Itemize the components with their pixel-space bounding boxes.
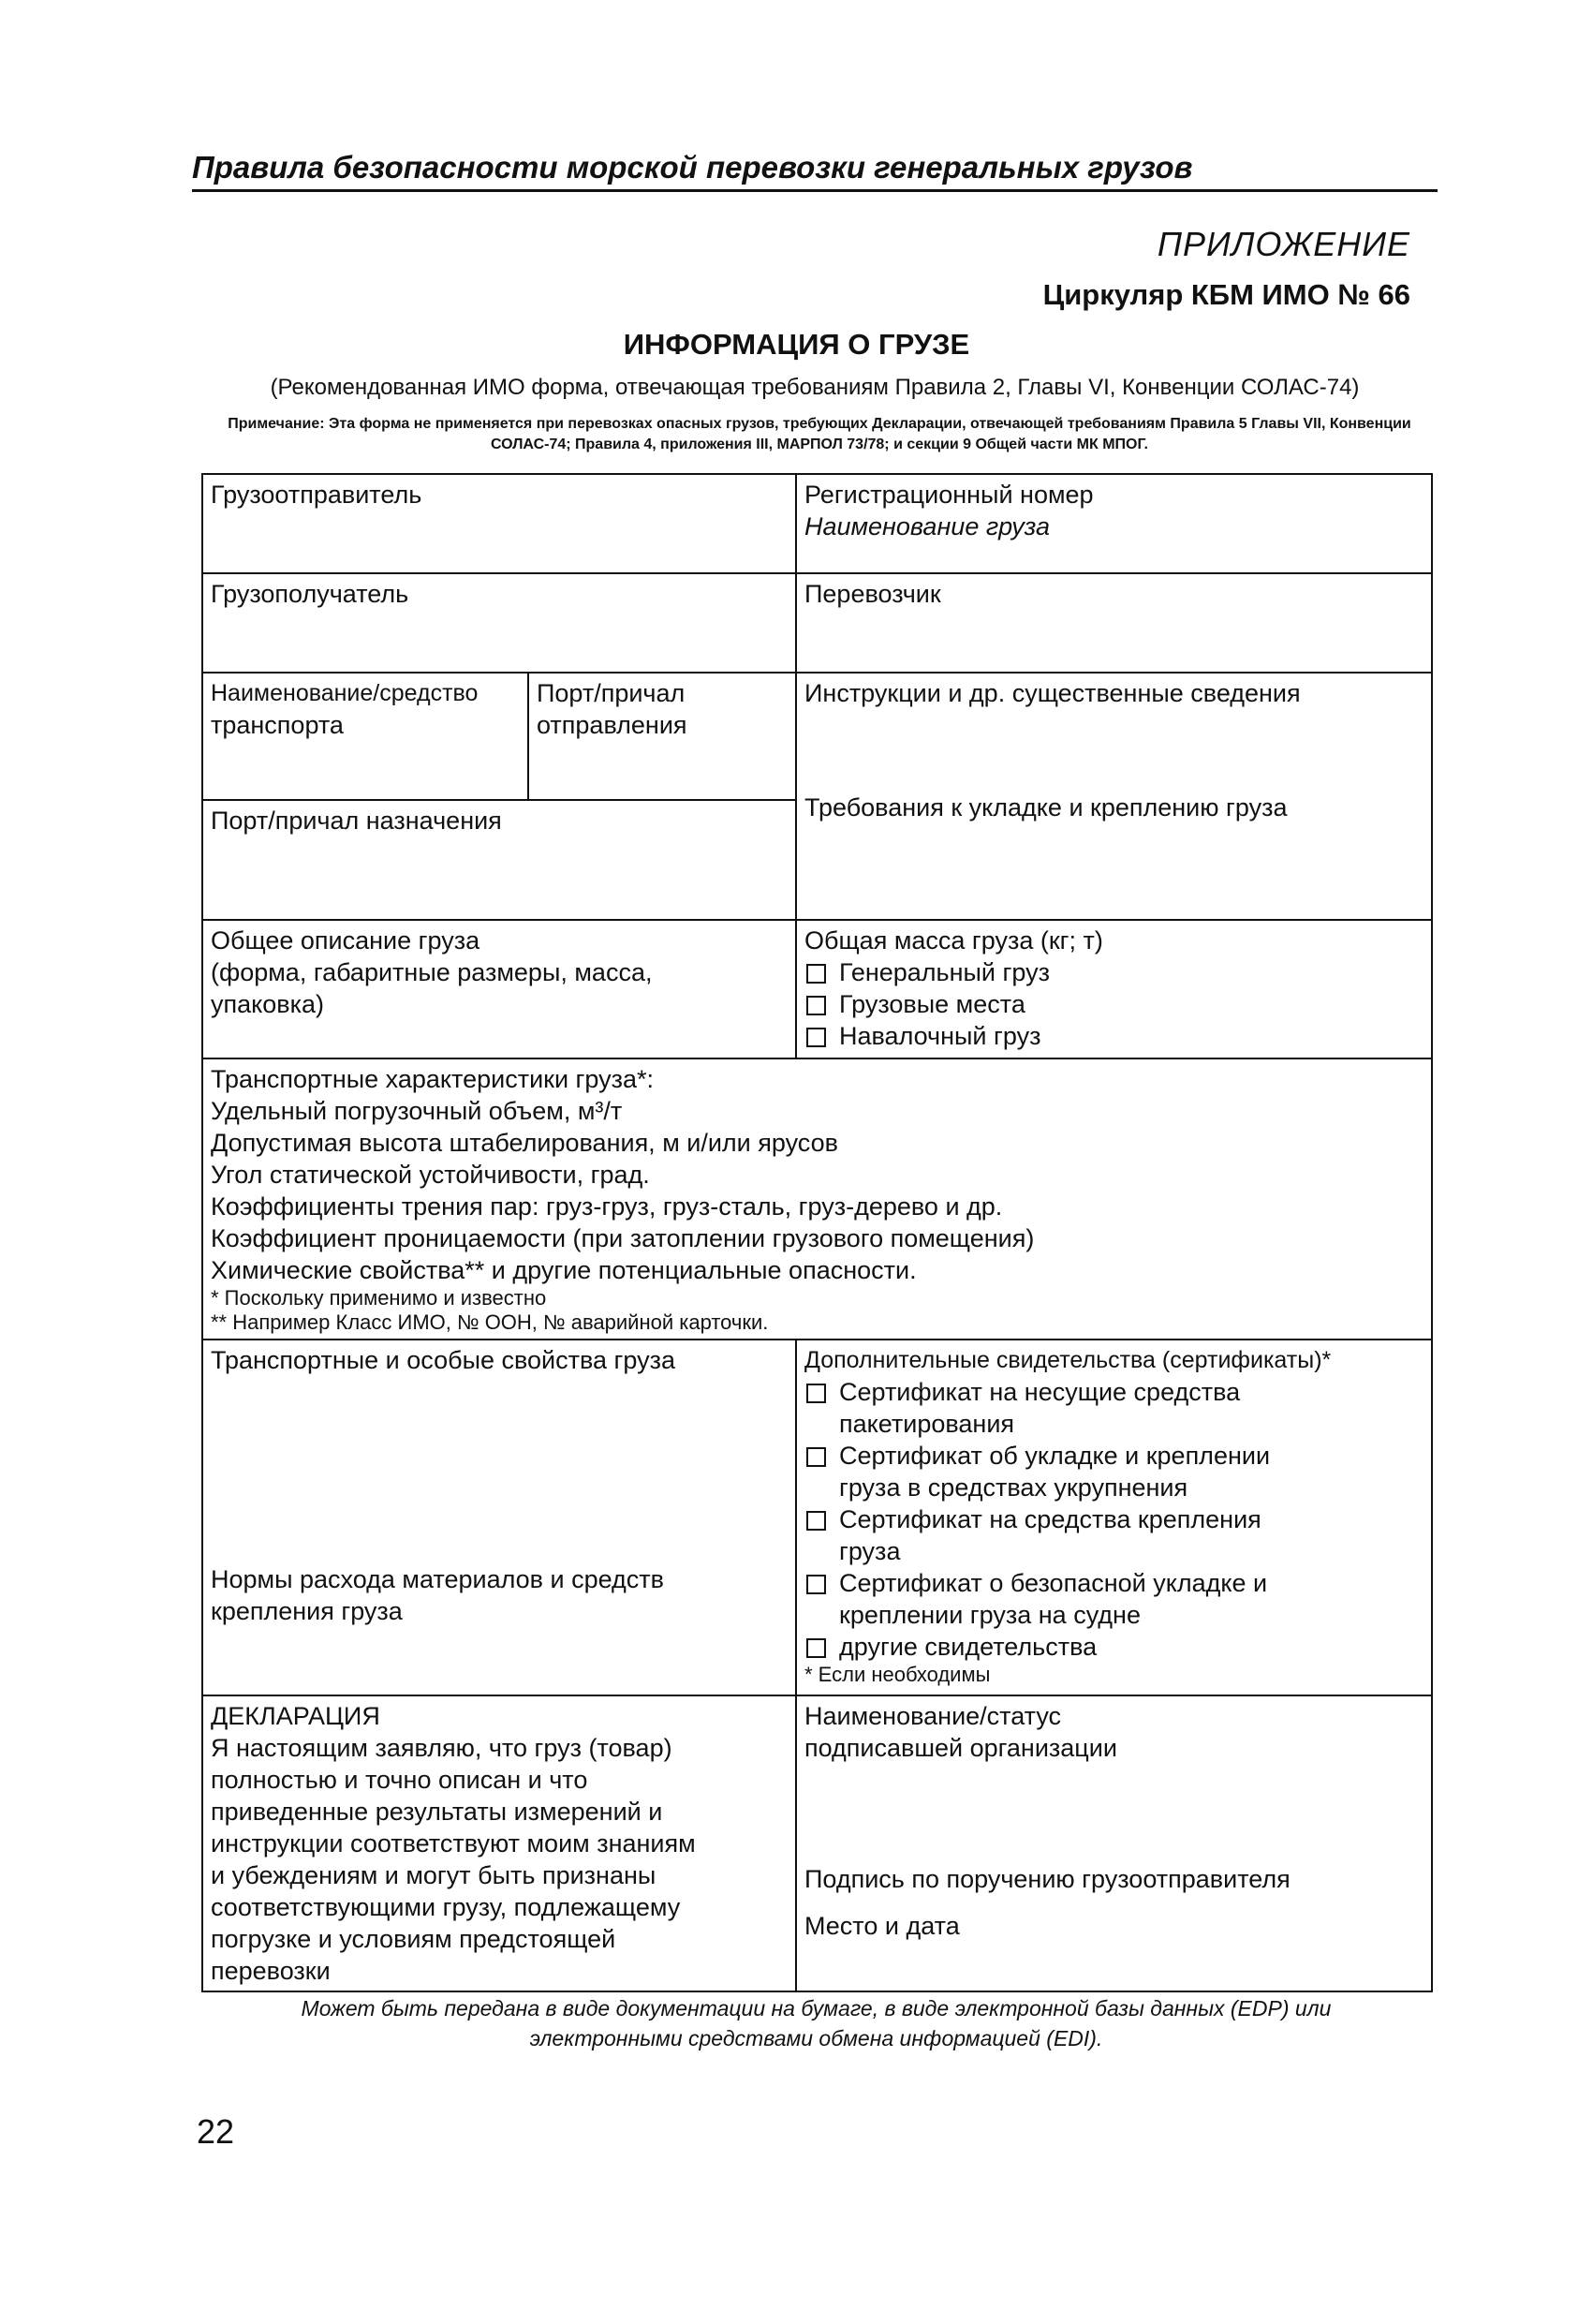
- transport-char-line: Допустимая высота штабелирования, м и/или ярусов: [211, 1129, 838, 1157]
- transport-char-line: Удельный погрузочный объем, м³/т: [211, 1097, 623, 1125]
- cargo-info-form: [201, 473, 1433, 1992]
- shipper-cell[interactable]: [202, 474, 796, 573]
- cargo-type-label: Генеральный груз: [839, 958, 1050, 986]
- form-row-shipper: [202, 474, 1432, 573]
- certificate-label: Сертификат на несущие средства: [839, 1378, 1241, 1406]
- certificates-footnote: * Если необходимы: [804, 1663, 991, 1686]
- form-row-transport-characteristics: [202, 1058, 1432, 1340]
- footer-note: [201, 1993, 1431, 2053]
- place-date-label: Место и дата: [804, 1912, 960, 1940]
- declaration-line: Я настоящим заявляю, что груз (товар): [211, 1734, 672, 1762]
- certificate-label: другие свидетельства: [839, 1633, 1098, 1661]
- certificate-option[interactable]: [804, 1567, 1423, 1631]
- signatory-cell[interactable]: [796, 1695, 1432, 1991]
- declaration-title: ДЕКЛАРАЦИЯ: [211, 1702, 380, 1730]
- certificate-label: Сертификат о безопасной укладке и: [839, 1569, 1268, 1597]
- transport-char-footnote: ** Например Класс ИМО, № ООН, № аварийной карточки.: [211, 1310, 769, 1334]
- running-header: Правила безопасности морской перевозки генеральных грузов: [192, 150, 1438, 192]
- cargo-type-option[interactable]: [804, 988, 1423, 1020]
- transport-char-line: Коэффициент проницаемости (при затоплении грузового помещения): [211, 1224, 1035, 1252]
- declaration-line: погрузке и условиям предстоящей: [211, 1925, 616, 1953]
- declaration-cell[interactable]: [202, 1695, 796, 1991]
- document-subtitle: (Рекомендованная ИМО форма, отвечающая требованиям Правила 2, Главы VI, Конвенции СОЛАС-74): [270, 375, 1360, 400]
- footer-note-line-2: электронными средствами обмена информацией (EDI).: [529, 2026, 1103, 2050]
- carrier-label: Перевозчик: [804, 580, 941, 608]
- declaration-line: полностью и точно описан и что: [211, 1766, 588, 1794]
- cargo-description-label-1: Общее описание груза: [211, 926, 480, 955]
- checkbox-icon[interactable]: [806, 1575, 826, 1594]
- cargo-mass-label: Общая масса груза (кг; т): [804, 926, 1103, 955]
- port-destination-cell[interactable]: [202, 800, 796, 920]
- certificates-title: Дополнительные свидетельства (сертификаты)*: [804, 1347, 1332, 1373]
- appendix-label: ПРИЛОЖЕНИЕ: [1157, 225, 1410, 263]
- certificate-option[interactable]: [804, 1631, 1423, 1663]
- consignee-label: Грузополучатель: [211, 580, 409, 608]
- cargo-name-label: Наименование груза: [804, 512, 1051, 540]
- special-properties-cell[interactable]: [202, 1340, 796, 1695]
- certificate-option[interactable]: [804, 1376, 1423, 1440]
- norms-label-1: Нормы расхода материалов и средств: [211, 1565, 665, 1593]
- cargo-description-label-2: (форма, габаритные размеры, масса,: [211, 958, 653, 986]
- certificate-label: креплении груза на судне: [839, 1601, 1141, 1629]
- declaration-line: и убеждениям и могут быть признаны: [211, 1861, 656, 1889]
- declaration-line: приведенные результаты измерений и: [211, 1798, 663, 1826]
- transport-char-line: Химические свойства** и другие потенциальные опасности.: [211, 1256, 917, 1284]
- form-row-description: [202, 920, 1432, 1058]
- shipper-label: Грузоотправитель: [211, 481, 422, 509]
- checkbox-icon[interactable]: [806, 1638, 826, 1658]
- transport-characteristics-cell[interactable]: [202, 1058, 1432, 1340]
- declaration-line: перевозки: [211, 1957, 331, 1985]
- certificate-label: Сертификат на средства крепления: [839, 1505, 1261, 1533]
- circular-reference: Циркуляр КБМ ИМО № 66: [1042, 278, 1410, 311]
- declaration-line: соответствующими грузу, подлежащему: [211, 1893, 681, 1921]
- footer-note-line-1: Может быть передана в виде документации на бумаге, в виде электронной базы данных (EDP) или: [301, 1996, 1332, 2021]
- form-row-consignee: [202, 573, 1432, 673]
- cargo-type-label: Грузовые места: [839, 990, 1025, 1018]
- certificate-option[interactable]: [804, 1440, 1423, 1503]
- transport-char-footnote: * Поскольку применимо и известно: [211, 1286, 547, 1310]
- page-number: 22: [197, 2112, 235, 2151]
- port-departure-label-1: Порт/причал: [537, 679, 686, 707]
- port-departure-label-2: отправления: [537, 711, 687, 739]
- certificate-option[interactable]: [804, 1503, 1423, 1567]
- cargo-type-label: Навалочный груз: [839, 1022, 1041, 1050]
- form-row-declaration: [202, 1695, 1432, 1991]
- transport-char-line: Угол статической устойчивости, град.: [211, 1161, 650, 1189]
- certificate-label: пакетирования: [839, 1410, 1015, 1438]
- certificate-label: груза в средствах укрупнения: [839, 1473, 1188, 1502]
- checkbox-icon[interactable]: [806, 1511, 826, 1531]
- checkbox-icon[interactable]: [806, 1447, 826, 1467]
- vehicle-cell[interactable]: [202, 673, 528, 800]
- port-destination-label: Порт/причал назначения: [211, 807, 502, 835]
- checkbox-icon[interactable]: [806, 964, 826, 984]
- form-row-vehicle: [202, 673, 1432, 800]
- consignee-cell[interactable]: [202, 573, 796, 673]
- declaration-line: инструкции соответствуют моим знаниям: [211, 1829, 696, 1858]
- port-departure-cell[interactable]: [528, 673, 796, 800]
- checkbox-icon[interactable]: [806, 996, 826, 1015]
- signature-label: Подпись по поручению грузоотправителя: [804, 1865, 1291, 1893]
- certificates-cell[interactable]: [796, 1340, 1432, 1695]
- certificate-label: груза: [839, 1537, 901, 1565]
- document-title: ИНФОРМАЦИЯ О ГРУЗЕ: [623, 328, 970, 361]
- reg-number-label: Регистрационный номер: [804, 481, 1094, 509]
- signatory-label-1: Наименование/статус: [804, 1702, 1062, 1730]
- transport-char-title: Транспортные характеристики груза*:: [211, 1065, 655, 1093]
- special-properties-label: Транспортные и особые свойства груза: [211, 1346, 676, 1374]
- checkbox-icon[interactable]: [806, 1028, 826, 1047]
- transport-char-line: Коэффициенты трения пар: груз-груз, груз-сталь, груз-дерево и др.: [211, 1192, 1003, 1221]
- checkbox-icon[interactable]: [806, 1384, 826, 1403]
- cargo-type-option[interactable]: [804, 1020, 1423, 1052]
- stowage-requirements-label: Требования к укладке и креплению груза: [804, 793, 1288, 822]
- form-row-properties: [202, 1340, 1432, 1695]
- vehicle-label-1: Наименование/средство: [211, 680, 479, 706]
- instructions-cell[interactable]: [796, 673, 1432, 920]
- cargo-type-option[interactable]: [804, 956, 1423, 988]
- cargo-mass-cell[interactable]: [796, 920, 1432, 1058]
- reg-number-cell[interactable]: [796, 474, 1432, 573]
- signatory-label-2: подписавшей организации: [804, 1734, 1117, 1762]
- vehicle-label-2: транспорта: [211, 711, 344, 739]
- certificate-label: Сертификат об укладке и креплении: [839, 1442, 1271, 1470]
- carrier-cell[interactable]: [796, 573, 1432, 673]
- cargo-description-label-3: упаковка): [211, 990, 325, 1018]
- instructions-label: Инструкции и др. существенные сведения: [804, 679, 1301, 707]
- cargo-description-cell[interactable]: [202, 920, 796, 1058]
- norms-label-2: крепления груза: [211, 1597, 403, 1625]
- document-note: Примечание: Эта форма не применяется при перевозках опасных грузов, требующих Декларации, отвечающей требованиям Правила 5 Главы VII, Конвенции СОЛАС-74; Правила 4, приложения III, МАРПОЛ 73/78; и секции 9 Общей части МК МПОГ.: [228, 416, 1411, 452]
